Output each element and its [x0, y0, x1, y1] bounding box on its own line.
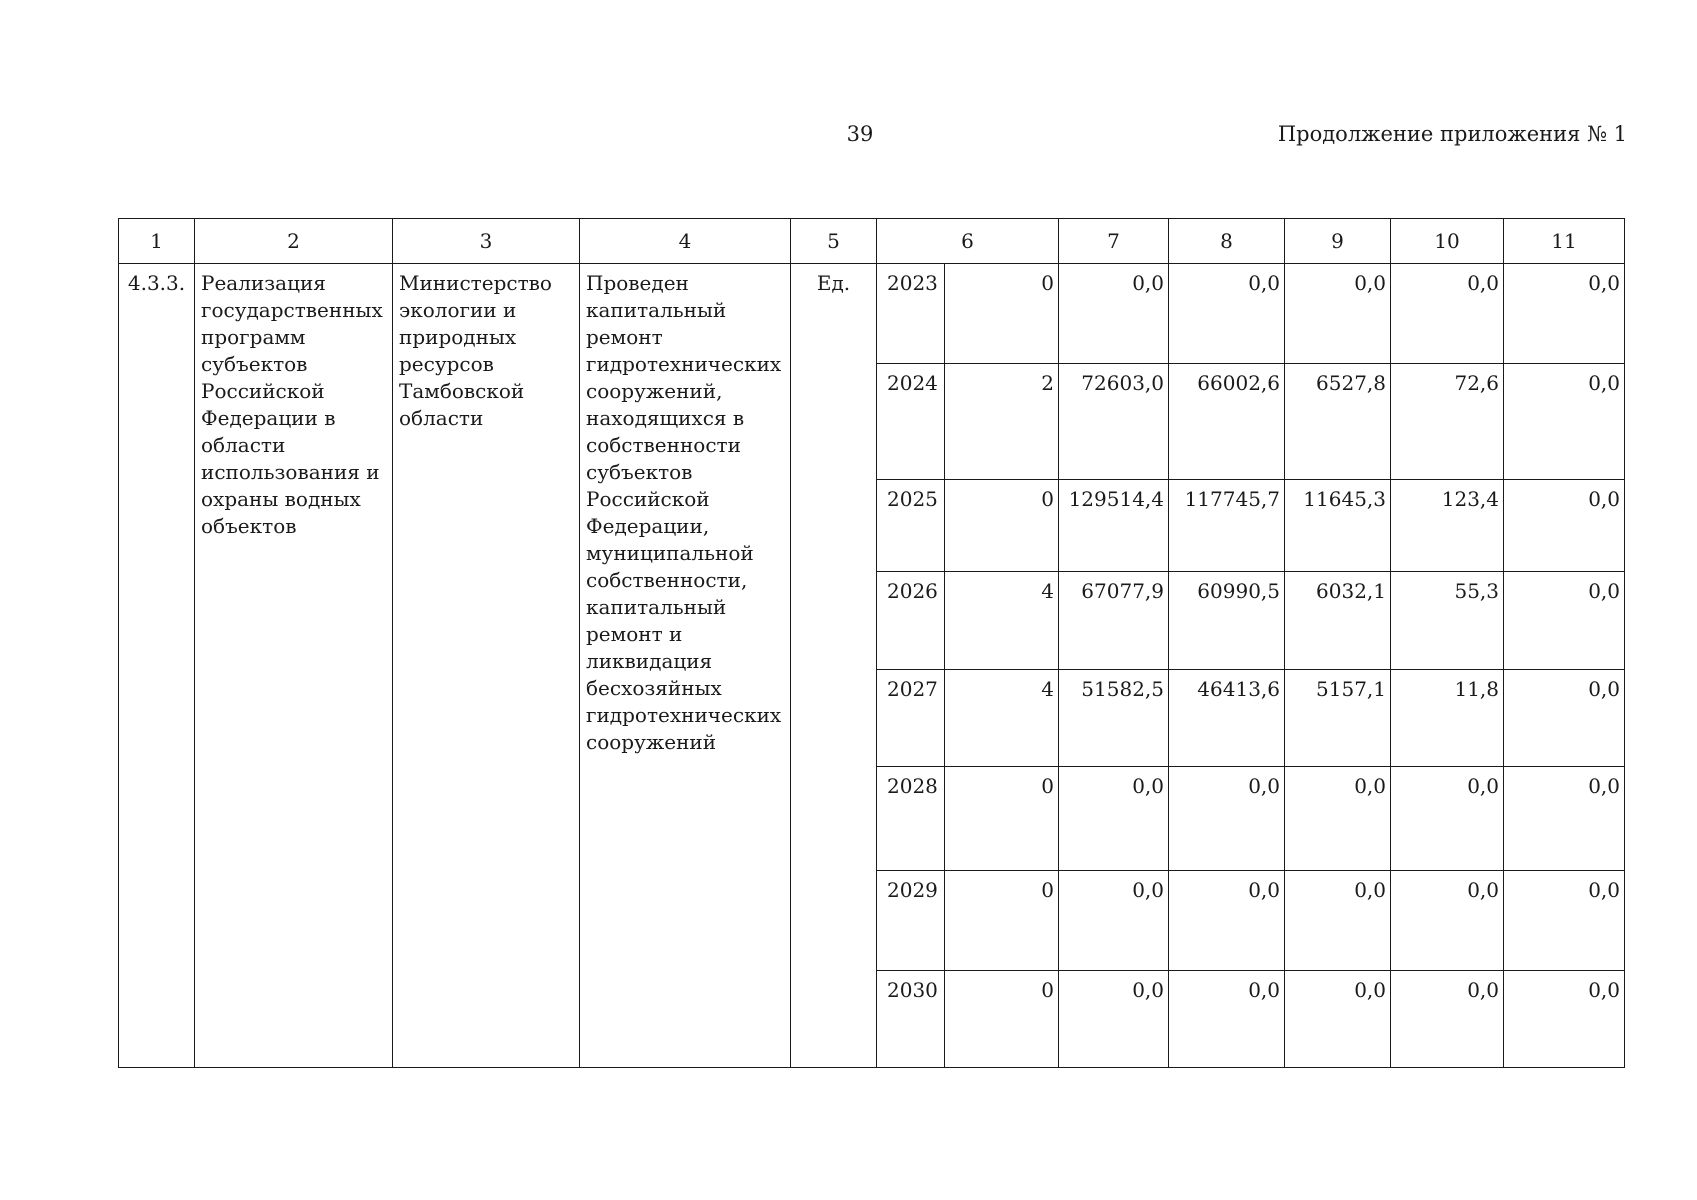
value-cell: 51582,5 — [1059, 670, 1169, 767]
quantity-cell: 0 — [945, 264, 1059, 364]
value-cell: 60990,5 — [1169, 572, 1285, 670]
value-cell: 0,0 — [1391, 767, 1504, 871]
value-cell: 0,0 — [1504, 971, 1625, 1068]
value-cell: 72603,0 — [1059, 364, 1169, 480]
year-cell: 2026 — [877, 572, 945, 670]
item-name: Реализация государственных программ субъектов Российской Федерации в области использования и охраны водных объектов — [195, 264, 393, 1068]
value-cell: 0,0 — [1504, 480, 1625, 572]
value-cell: 0,0 — [1391, 264, 1504, 364]
value-cell: 0,0 — [1504, 871, 1625, 971]
year-cell: 2024 — [877, 364, 945, 480]
value-cell: 11,8 — [1391, 670, 1504, 767]
value-cell: 6527,8 — [1285, 364, 1391, 480]
value-cell: 0,0 — [1504, 264, 1625, 364]
quantity-cell: 0 — [945, 480, 1059, 572]
column-number-row — [119, 219, 1625, 264]
program-table — [118, 218, 1625, 1068]
column-number: 1 — [119, 219, 195, 264]
value-cell: 46413,6 — [1169, 670, 1285, 767]
quantity-cell: 4 — [945, 670, 1059, 767]
value-cell: 0,0 — [1391, 971, 1504, 1068]
value-cell: 0,0 — [1285, 871, 1391, 971]
year-cell: 2025 — [877, 480, 945, 572]
value-cell: 55,3 — [1391, 572, 1504, 670]
page-number: 39 — [846, 122, 874, 146]
value-cell: 0,0 — [1285, 264, 1391, 364]
value-cell: 0,0 — [1169, 871, 1285, 971]
column-number: 2 — [195, 219, 393, 264]
value-cell: 129514,4 — [1059, 480, 1169, 572]
quantity-cell: 4 — [945, 572, 1059, 670]
column-number: 9 — [1285, 219, 1391, 264]
value-cell: 0,0 — [1391, 871, 1504, 971]
column-number: 4 — [580, 219, 791, 264]
column-number: 6 — [877, 219, 1059, 264]
value-cell: 0,0 — [1059, 264, 1169, 364]
value-cell: 0,0 — [1169, 767, 1285, 871]
value-cell: 11645,3 — [1285, 480, 1391, 572]
value-cell: 0,0 — [1059, 767, 1169, 871]
value-cell: 0,0 — [1059, 971, 1169, 1068]
value-cell: 0,0 — [1059, 871, 1169, 971]
value-cell: 0,0 — [1285, 971, 1391, 1068]
value-cell: 66002,6 — [1169, 364, 1285, 480]
column-number: 10 — [1391, 219, 1504, 264]
value-cell: 6032,1 — [1285, 572, 1391, 670]
quantity-cell: 2 — [945, 364, 1059, 480]
result-indicator: Проведен капитальный ремонт гидротехнических сооружений, находящихся в собственности субъектов Российской Федерации, муниципальной собственности, капитальный ремонт и ликвидация бесхозяйных гидротехнических сооружений — [580, 264, 791, 1068]
continuation-label: Продолжение приложения № 1 — [1277, 122, 1627, 146]
year-cell: 2023 — [877, 264, 945, 364]
value-cell: 0,0 — [1169, 971, 1285, 1068]
value-cell: 0,0 — [1504, 670, 1625, 767]
column-number: 11 — [1504, 219, 1625, 264]
value-cell: 67077,9 — [1059, 572, 1169, 670]
value-cell: 0,0 — [1169, 264, 1285, 364]
quantity-cell: 0 — [945, 767, 1059, 871]
value-cell: 123,4 — [1391, 480, 1504, 572]
value-cell: 0,0 — [1504, 572, 1625, 670]
value-cell: 0,0 — [1504, 364, 1625, 480]
year-cell: 2030 — [877, 971, 945, 1068]
column-number: 5 — [791, 219, 877, 264]
value-cell: 72,6 — [1391, 364, 1504, 480]
value-cell: 0,0 — [1504, 767, 1625, 871]
year-cell: 2028 — [877, 767, 945, 871]
value-cell: 5157,1 — [1285, 670, 1391, 767]
column-number: 3 — [393, 219, 580, 264]
responsible-executor: Министерство экологии и природных ресурсов Тамбовской области — [393, 264, 580, 1068]
column-number: 8 — [1169, 219, 1285, 264]
column-number: 7 — [1059, 219, 1169, 264]
value-cell: 117745,7 — [1169, 480, 1285, 572]
table-row — [119, 264, 1625, 364]
unit-of-measure: Ед. — [791, 264, 877, 1068]
year-cell: 2027 — [877, 670, 945, 767]
year-cell: 2029 — [877, 871, 945, 971]
quantity-cell: 0 — [945, 971, 1059, 1068]
quantity-cell: 0 — [945, 871, 1059, 971]
item-code: 4.3.3. — [119, 264, 195, 1068]
value-cell: 0,0 — [1285, 767, 1391, 871]
